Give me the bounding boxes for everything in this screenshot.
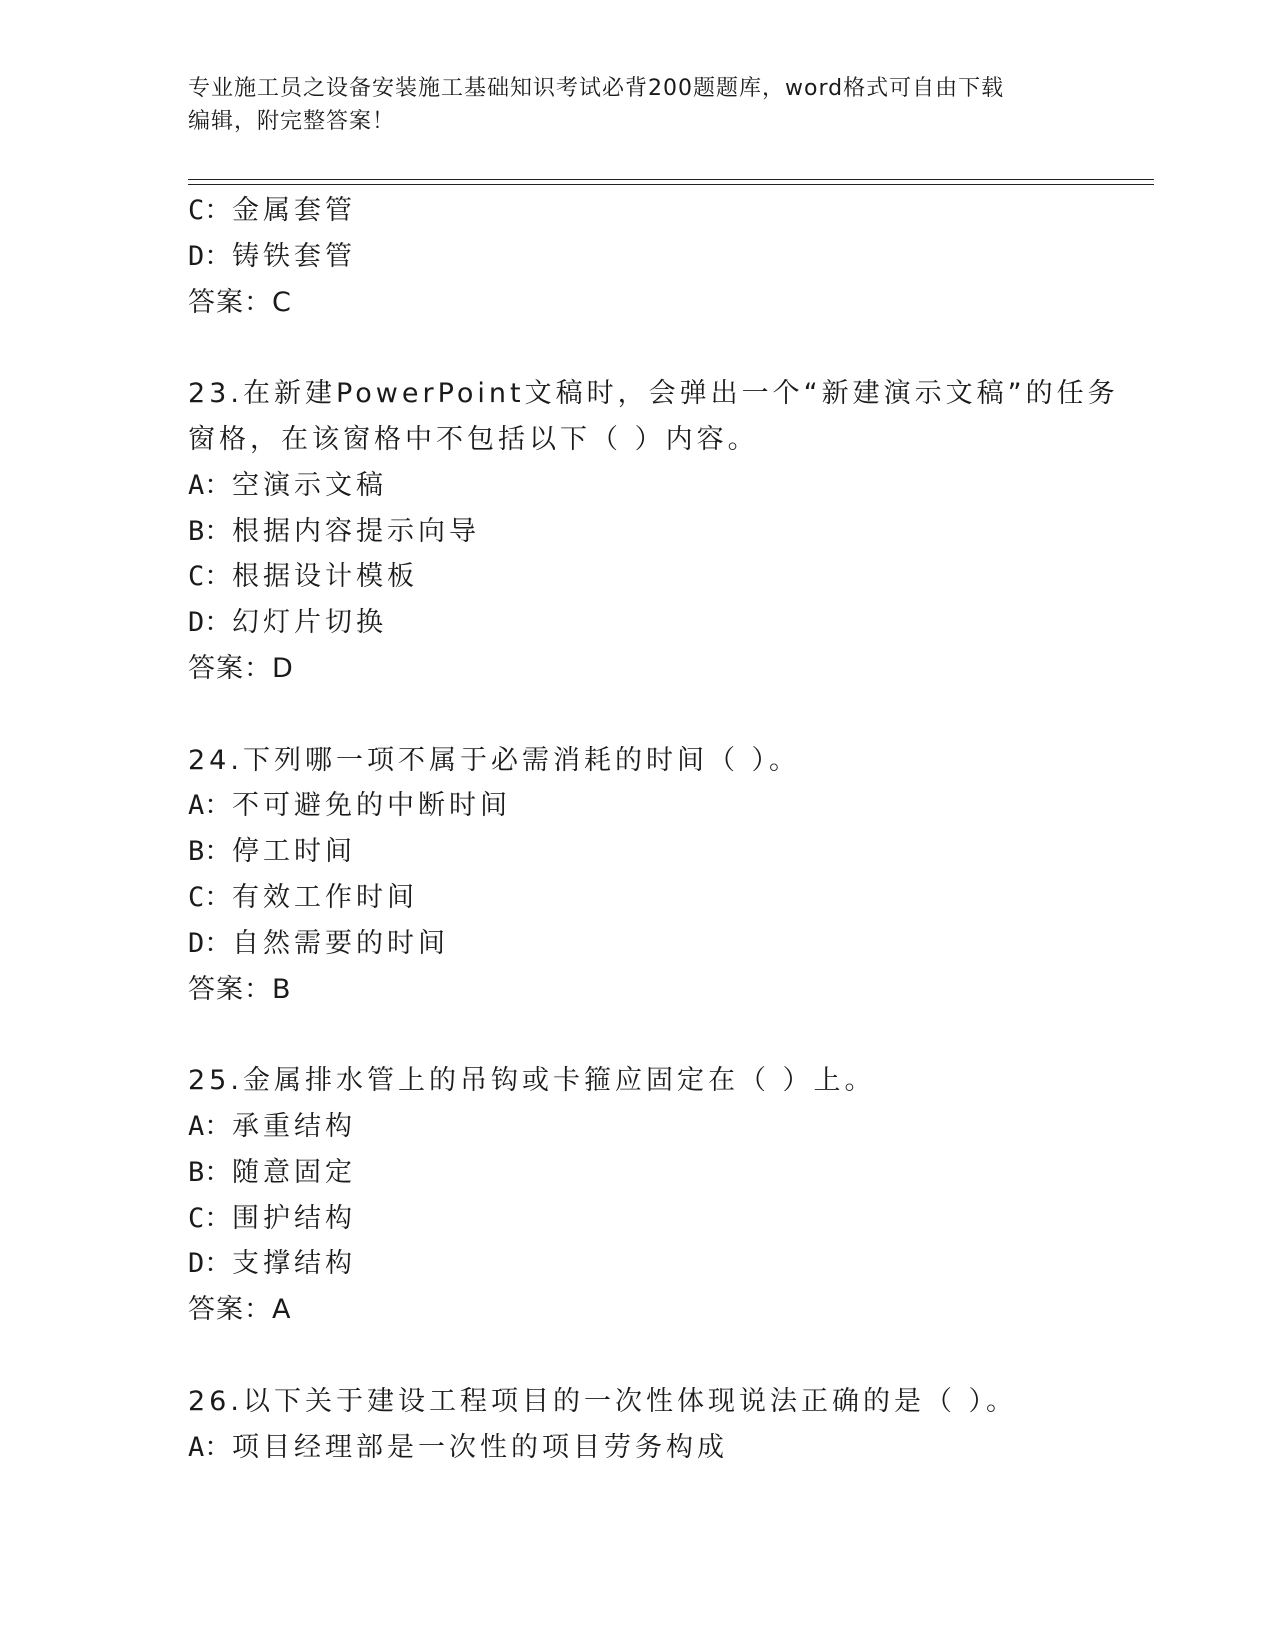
option-line bbox=[188, 463, 1154, 509]
option-line bbox=[188, 234, 1154, 280]
answer-line: 答案：A bbox=[188, 1294, 292, 1326]
header-divider-bottom bbox=[188, 184, 1154, 185]
option-line bbox=[188, 875, 1154, 921]
option-text: 根据设计模板 bbox=[232, 561, 418, 593]
question-block bbox=[188, 1058, 1154, 1333]
question-text: 25.金属排水管上的吊钩或卡箍应固定在（ ）上。 bbox=[188, 1065, 876, 1097]
question-block bbox=[188, 371, 1154, 692]
option-prefix: C： bbox=[188, 1202, 232, 1234]
option-line bbox=[188, 783, 1154, 829]
option-prefix: B： bbox=[188, 515, 232, 547]
option-prefix: D： bbox=[188, 607, 232, 639]
option-text: 金属套管 bbox=[232, 195, 356, 226]
question-list bbox=[188, 188, 1154, 1470]
option-text: 铸铁套管 bbox=[232, 240, 356, 272]
spacer bbox=[188, 692, 1154, 738]
option-line bbox=[188, 1196, 1154, 1242]
option-text: 自然需要的时间 bbox=[232, 927, 449, 959]
option-line bbox=[188, 600, 1154, 646]
question-text: 24.下列哪一项不属于必需消耗的时间（ ）。 bbox=[188, 744, 801, 776]
option-prefix: A： bbox=[188, 1110, 232, 1142]
spacer bbox=[188, 325, 1154, 371]
option-line bbox=[188, 829, 1154, 875]
option-prefix: C： bbox=[188, 881, 232, 913]
option-text: 支撑结构 bbox=[232, 1248, 356, 1280]
option-line bbox=[188, 921, 1154, 967]
question-text: 23.在新建PowerPoint文稿时，会弹出一个“新建演示文稿”的任务 bbox=[188, 378, 1119, 410]
option-text: 停工时间 bbox=[232, 836, 356, 868]
option-prefix: A： bbox=[188, 469, 232, 501]
option-prefix: D： bbox=[188, 1248, 232, 1280]
question-block bbox=[188, 1379, 1154, 1471]
document-header bbox=[188, 72, 1068, 138]
option-text: 空演示文稿 bbox=[232, 469, 387, 501]
option-prefix: D： bbox=[188, 927, 232, 959]
option-text: 不可避免的中断时间 bbox=[232, 790, 511, 822]
option-text: 项目经理部是一次性的项目劳务构成 bbox=[232, 1431, 728, 1463]
answer-line: 答案：C bbox=[188, 286, 292, 318]
answer-line: 答案：B bbox=[188, 973, 292, 1005]
spacer bbox=[188, 1012, 1154, 1058]
option-text: 围护结构 bbox=[232, 1202, 356, 1234]
question-block bbox=[188, 738, 1154, 1013]
answer-line: 答案：D bbox=[188, 652, 294, 684]
option-prefix: C： bbox=[188, 195, 232, 226]
header-divider-top bbox=[188, 179, 1154, 180]
option-text: 承重结构 bbox=[232, 1110, 356, 1142]
question-text: 窗格，在该窗格中不包括以下（ ）内容。 bbox=[188, 423, 759, 455]
spacer bbox=[188, 1333, 1154, 1379]
option-text: 幻灯片切换 bbox=[232, 607, 387, 639]
option-prefix: C： bbox=[188, 561, 232, 593]
option-line bbox=[188, 554, 1154, 600]
option-text: 根据内容提示向导 bbox=[232, 515, 480, 547]
option-line bbox=[188, 509, 1154, 555]
option-line bbox=[188, 1150, 1154, 1196]
option-line bbox=[188, 188, 1154, 234]
question-text: 26.以下关于建设工程项目的一次性体现说法正确的是（ ）。 bbox=[188, 1385, 1018, 1417]
header-line-2: 编辑，附完整答案！ bbox=[188, 109, 396, 134]
option-line bbox=[188, 1241, 1154, 1287]
option-line bbox=[188, 1104, 1154, 1150]
option-prefix: A： bbox=[188, 790, 232, 822]
option-prefix: A： bbox=[188, 1431, 232, 1463]
option-text: 随意固定 bbox=[232, 1156, 356, 1188]
header-line-1: 专业施工员之设备安装施工基础知识考试必背200题题库，word格式可自由下载 bbox=[188, 76, 1005, 101]
option-line bbox=[188, 1425, 1154, 1471]
option-text: 有效工作时间 bbox=[232, 881, 418, 913]
option-prefix: B： bbox=[188, 836, 232, 868]
option-prefix: D： bbox=[188, 240, 232, 272]
option-prefix: B： bbox=[188, 1156, 232, 1188]
question-block bbox=[188, 188, 1154, 325]
